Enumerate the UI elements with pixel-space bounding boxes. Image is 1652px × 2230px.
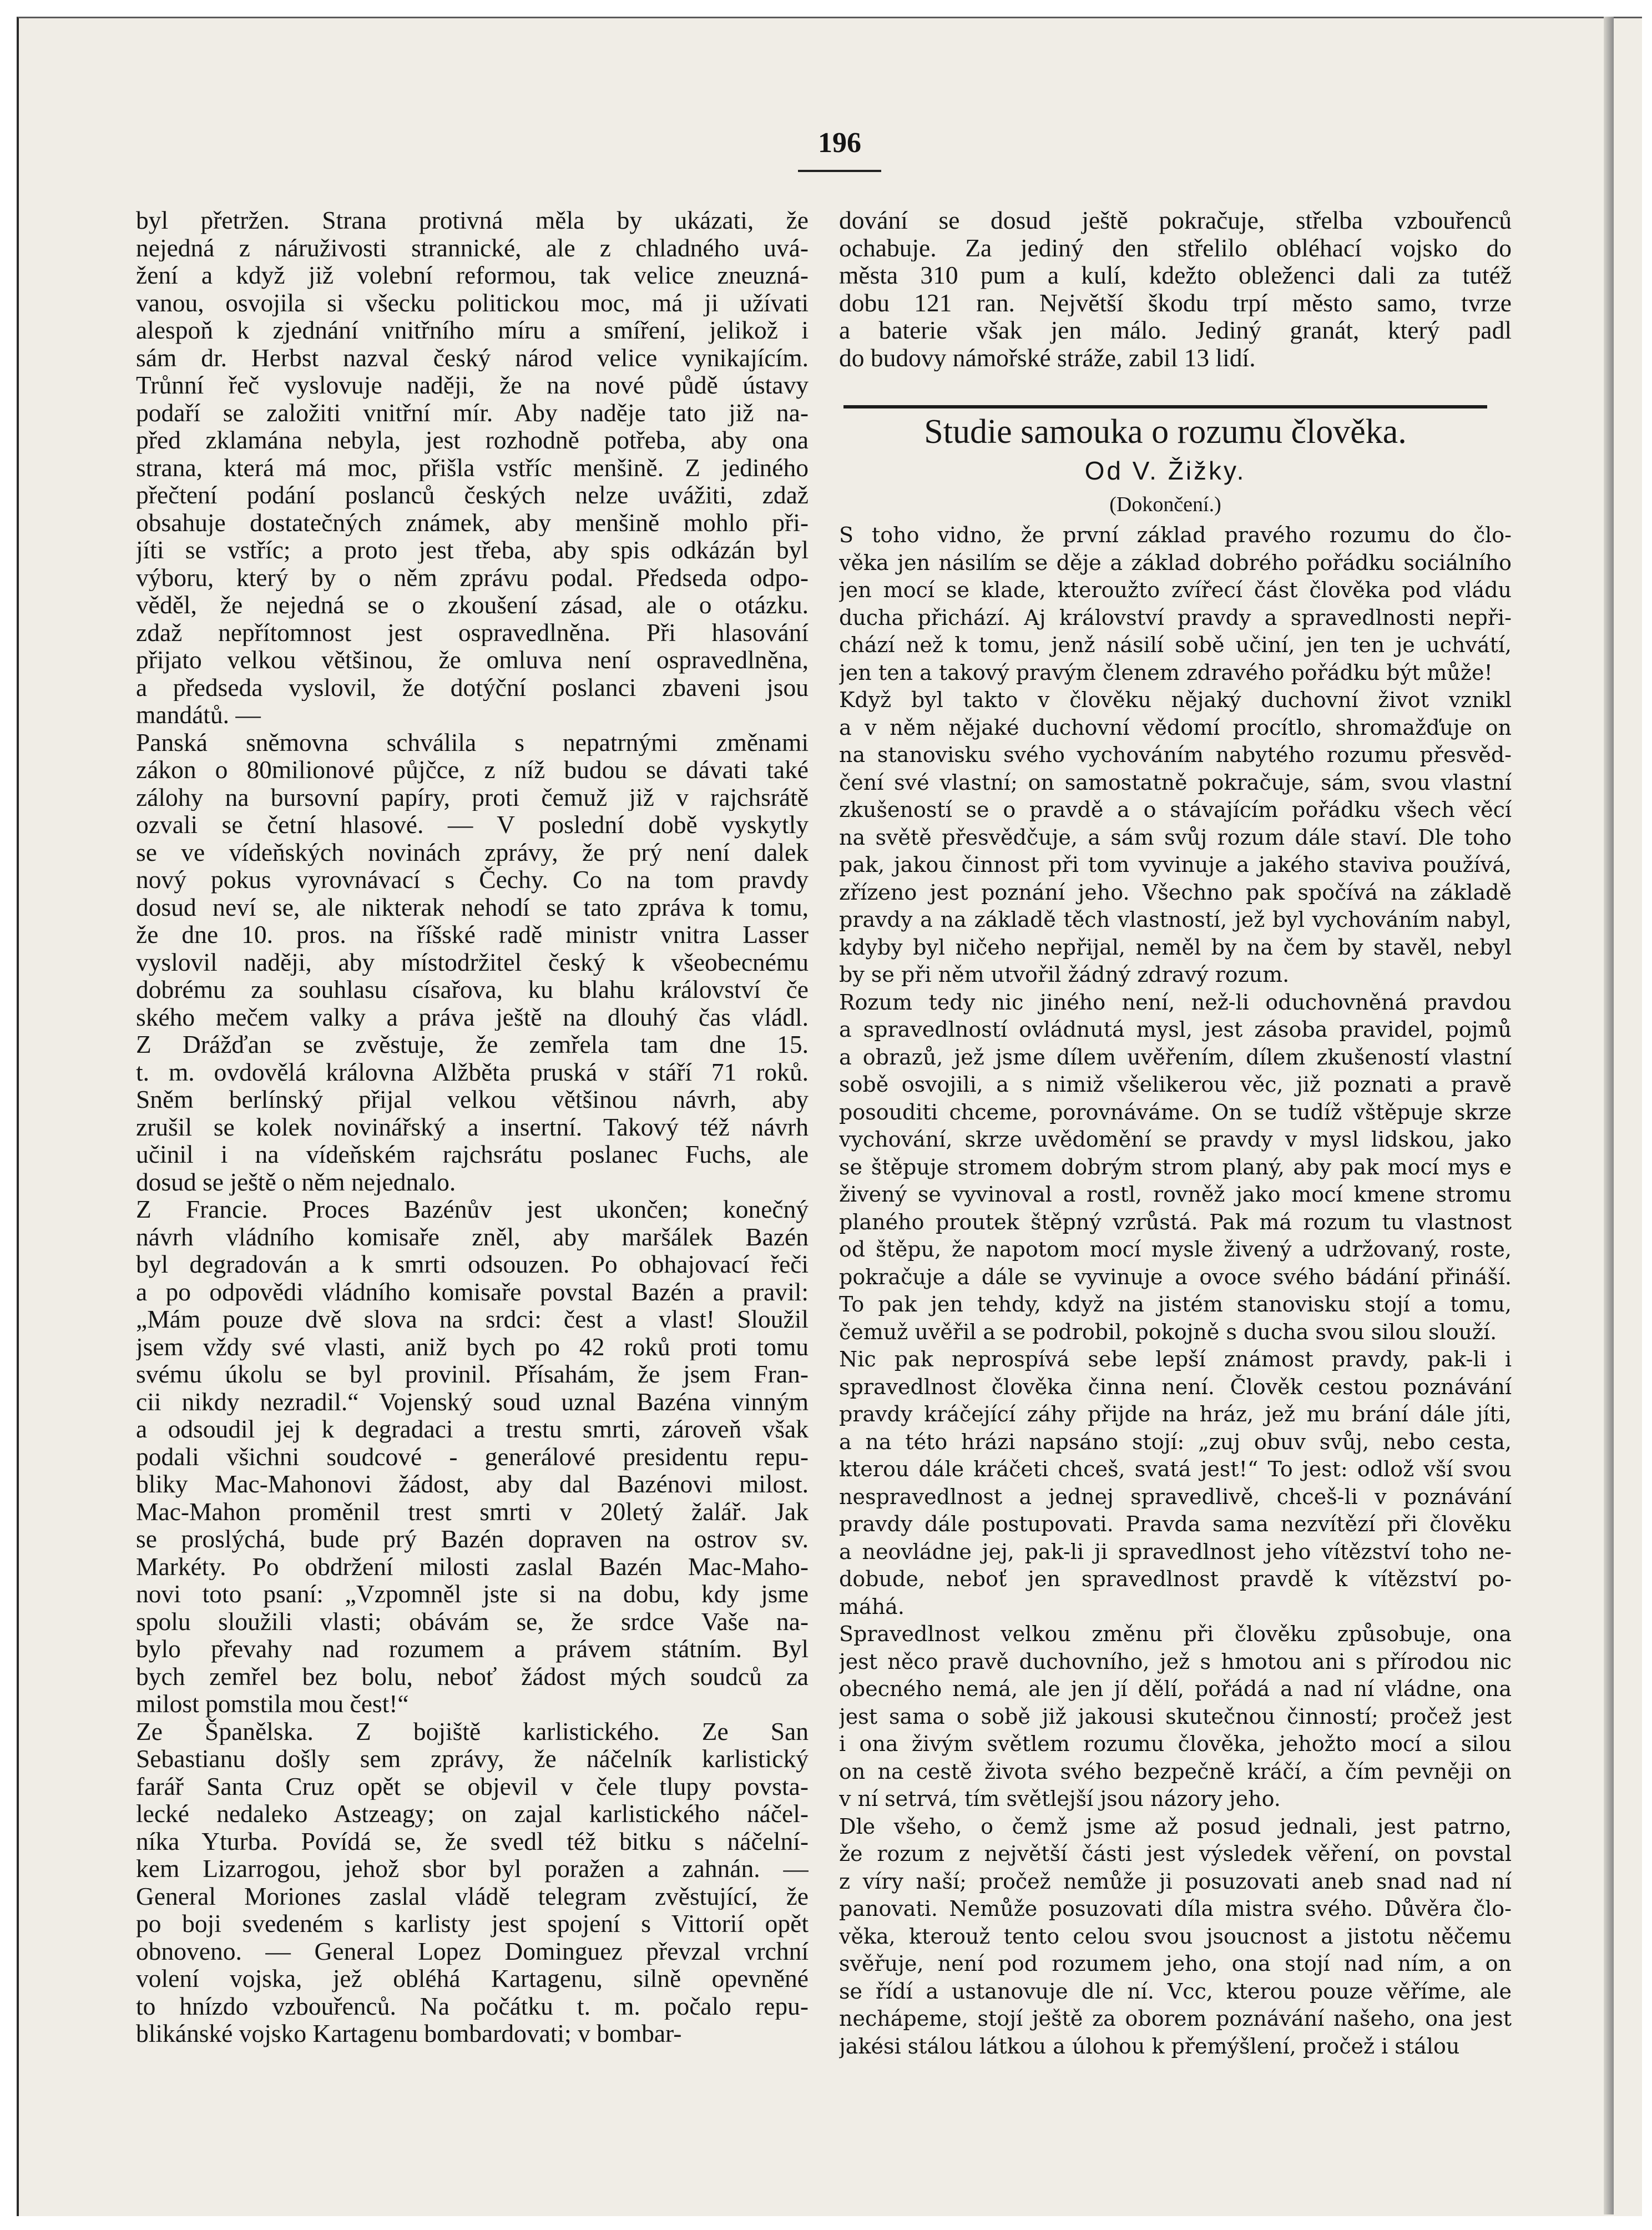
- left-column-line: žení a když již volební reformou, tak velice zneuzná-: [136, 261, 809, 289]
- left-column-line: „Mám pouze dvě slova na srdci: čest a vlast! Sloužil: [136, 1305, 809, 1333]
- left-column-line: Sněm berlínský přijal velkou většinou návrh, aby: [136, 1086, 809, 1113]
- left-column-line: podali všichni soudcové - generálové presidentu repu-: [136, 1442, 809, 1470]
- article-body-line: kdyby byl ničeho nepřijal, neměl by na čem by stavěl, nebyl: [839, 935, 1512, 960]
- left-column-line: novi toto psaní: „Vzpomněl jste si na dobu, kdy jsme: [136, 1580, 809, 1608]
- section-divider: [843, 405, 1487, 408]
- article-body-line: Rozum tedy nic jiného není, než-li oduchovněná pravdou: [839, 990, 1512, 1015]
- left-column-line: sám dr. Herbst nazval český národ velice vynikajícím.: [136, 344, 809, 371]
- left-column-line: obnoveno. — General Lopez Dominguez převzal vrchní: [136, 1937, 809, 1965]
- article-body-line: vychování, skrze uvědomění se pravdy v mysl lidskou, jako: [839, 1127, 1512, 1152]
- left-column-line: alespoň k zjednání vnitřního míru a smíření, jelikož i: [136, 316, 809, 344]
- left-column-line: vyslovil naději, aby místodržitel český k všeobecnému: [136, 948, 809, 976]
- left-column-line: dobrému za souhlasu císařova, ku blahu království če: [136, 976, 809, 1003]
- article-body-line: by se při něm utvořil žádný zdravý rozum.: [839, 962, 1290, 987]
- page-number: 196: [818, 127, 861, 159]
- left-column-line: zákon o 80milionové půjčce, z níž budou se dávati také: [136, 756, 809, 784]
- article-body-line: máhá.: [839, 1594, 905, 1619]
- article-body-line: od štěpu, že napotom mocí mysle živený a udržovaný, roste,: [839, 1237, 1512, 1262]
- left-column-line: nový pokus vyrovnávací s Čechy. Co na tom pravdy: [136, 866, 809, 894]
- left-column-line: níka Yturba. Povídá se, že svedl též bitku s náčelní-: [136, 1827, 809, 1855]
- left-column-line: před zklamána nebyla, jest rozhodně potřeba, aby ona: [136, 426, 809, 454]
- left-column-line: Z Francie. Proces Bazénův jest ukončen; konečný: [136, 1195, 809, 1223]
- left-column-line: věděl, že nejedná se o zkoušení zásad, ale o otázku.: [136, 591, 809, 619]
- article-body-line: obecného nemá, ale jen jí dělí, pořádá a nad ní vládne, ona: [839, 1677, 1512, 1701]
- article-body-line: Když byl takto v člověku nějaký duchovní život vznikl: [839, 688, 1512, 712]
- left-column-line: výboru, který by o něm zprávu podal. Předseda odpo-: [136, 563, 809, 591]
- article-body-line: To pak jen tehdy, když na jistém stanovisku stojí a tomu,: [839, 1292, 1512, 1316]
- left-column-line: bych zemřel bez bolu, neboť žádost mých soudců za: [136, 1662, 809, 1690]
- article-body-line: na stanovisku svého vychováním nabytého rozumu přesvěd-: [839, 743, 1512, 767]
- article-body-line: Dle všeho, o čemž jsme až posud jednali, jest patrno,: [839, 1814, 1512, 1839]
- article-body-line: dobude, neboť jen spravedlnost pravdě k vítězství po-: [839, 1567, 1512, 1591]
- left-column-line: a předseda vyslovil, že dotýční poslanci zbaveni jsou: [136, 673, 809, 701]
- article-body-line: pravdy dále postupovati. Pravda sama nezvítězí při člověku: [839, 1512, 1512, 1536]
- article-body-line: jakési stálou látkou a úlohou k přemýšlení, pročež i stálou: [839, 2034, 1460, 2059]
- left-column-line: nejedná z náruživosti strannické, ale z chladného uvá-: [136, 234, 809, 261]
- left-column-line: blikánské vojsko Kartagenu bombardovati; v bombar-: [136, 2020, 682, 2047]
- left-column-line: lecké nedaleko Astzeagy; on zajal karlistického náčel-: [136, 1800, 809, 1828]
- left-column-line: po boji svedeném s karlisty jest spojení s Vittorií opět: [136, 1910, 809, 1938]
- left-column-line: se proslýchá, bude prý Bazén dopraven na ostrov sv.: [136, 1525, 809, 1553]
- article-body-line: jest něco pravě duchovního, jež s hmotou ani s přírodou nic: [839, 1649, 1512, 1674]
- right-column-news-line: do budovy námořské stráže, zabil 13 lidí.: [839, 344, 1256, 371]
- left-column-line: návrh vládního komisaře zněl, aby maršálek Bazén: [136, 1223, 809, 1250]
- left-column-line: Trůnní řeč vyslovuje naději, že na nové půdě ústavy: [136, 371, 809, 399]
- left-column-line: strana, která má moc, přišla vstříc menšině. Z jediného: [136, 453, 809, 481]
- article-body-line: jen mocí se klade, kteroužto zvířecí část člověka pod vládu: [839, 578, 1512, 602]
- left-column-line: ského mečem valky a práva ještě na dlouhý čas vládl.: [136, 1003, 809, 1031]
- article-body-line: z víry naší; pročež nemůže ji posuzovati aneb snad nad ní: [839, 1869, 1512, 1894]
- left-column-line: farář Santa Cruz opět se objevil v čele tlupy povsta-: [136, 1772, 809, 1800]
- article-status: (Dokončení.): [1109, 493, 1221, 516]
- left-column-line: přečtení podání poslanců českých nelze uvážiti, zdaž: [136, 481, 809, 509]
- left-column-line: Ze Španělska. Z bojiště karlistického. Ze San: [136, 1717, 809, 1745]
- article-body-line: on na cestě života svého bezpečně kráčí, a čím pevněji on: [839, 1759, 1512, 1784]
- article-body-line: pak, jakou činnost při tom vyvinuje a jakého staviva používá,: [839, 852, 1512, 877]
- left-column: [136, 206, 809, 2047]
- left-column-line: se ve vídeňských novinách zprávy, že prý není dalek: [136, 838, 809, 866]
- article-body-line: Spravedlnost velkou změnu při člověku způsobuje, ona: [839, 1622, 1512, 1646]
- left-column-line: přijato velkou většinou, že omluva není ospravedlněna,: [136, 646, 809, 674]
- article-body-line: ducha přichází. Aj království pravdy a spravedlnosti nepři-: [839, 605, 1512, 630]
- left-column-line: spolu sloužili vlasti; obávám se, že srdce Vaše na-: [136, 1607, 809, 1635]
- article-body-line: zřízeno jest poznání jeho. Všechno pak spočívá na základě: [839, 880, 1512, 905]
- left-column-line: Sebastianu došly sem zprávy, že náčelník karlistický: [136, 1745, 809, 1773]
- left-column-line: a po odpovědi vládního komisaře povstal Bazén a pravil:: [136, 1278, 809, 1305]
- left-column-line: mandátů. —: [136, 701, 261, 729]
- left-column-line: Mac-Mahon proměnil trest smrti v 20letý žalář. Jak: [136, 1497, 809, 1525]
- left-column-line: podaří se založiti vnitřní mír. Aby naděje tato již na-: [136, 398, 809, 426]
- right-column-news: [839, 206, 1512, 371]
- article-body-line: svěřuje, není pod rozumem jeho, ona stojí nad ním, a on: [839, 1951, 1512, 1976]
- page-edge-shadow: [1604, 17, 1614, 2214]
- article-body-line: že rozum z největší části jest výsledek věření, on povstal: [839, 1841, 1512, 1866]
- left-column-line: Markéty. Po obdržení milosti zaslal Bazén Mac-Maho-: [136, 1552, 809, 1580]
- left-column-line: cii nikdy nezradil.“ Vojenský soud uznal Bazéna vinným: [136, 1388, 809, 1415]
- article-body-line: v ní setrvá, tím světlejší jsou názory jeho.: [839, 1787, 1281, 1811]
- left-column-line: jíti se vstříc; a proto jest třeba, aby spis odkázán byl: [136, 536, 809, 564]
- left-column-line: a odsoudil jej k degradaci a trestu smrti, zároveň však: [136, 1415, 809, 1443]
- left-column-line: Z Drážďan se zvěstuje, že zemřela tam dne 15.: [136, 1031, 809, 1058]
- article-body-line: pokračuje a dále se vyvinuje a ovoce svého bádání přináší.: [839, 1264, 1512, 1289]
- left-column-line: že dne 10. pros. na říšské radě ministr vnitra Lasser: [136, 921, 809, 948]
- left-column-line: zdaž nepřítomnost jest ospravedlněna. Při hlasování: [136, 618, 809, 646]
- left-column-line: dosud neví se, ale nikterak nehodí se tato zpráva k tomu,: [136, 893, 809, 921]
- article-body-line: a v něm nějaké duchovní vědomí procítlo, shromažďuje on: [839, 715, 1512, 740]
- article-body-line: pravdy kráčející záhy přijde na hráz, jež mu brání dále jíti,: [839, 1402, 1512, 1426]
- left-column-line: milost pomstila mou čest!“: [136, 1690, 409, 1718]
- left-column-line: byl přetržen. Strana protivná měla by ukázati, že: [136, 206, 809, 234]
- left-column-line: Panská sněmovna schválila s nepatrnými změnami: [136, 728, 809, 756]
- article-body-line: nechápeme, stojí ještě za oborem poznávání našeho, ona jest: [839, 2006, 1512, 2031]
- article-body-line: věka, kterouž tento celou svou jsoucnost a jistotu něčemu: [839, 1924, 1512, 1949]
- article-author: Od V. Žižky.: [1084, 456, 1246, 485]
- left-column-line: t. m. ovdovělá královna Alžběta pruská v stáří 71 roků.: [136, 1058, 809, 1086]
- article-body-line: a obrazů, jež jsme dílem uvěřením, dílem zkušeností vlastní: [839, 1045, 1512, 1069]
- article-body-line: i ona živým světlem rozumu člověka, jehožto mocí a silou: [839, 1732, 1512, 1756]
- left-column-line: jsem vždy své vlasti, aniž bych po 42 roků proti tomu: [136, 1333, 809, 1360]
- article-body-line: nespravedlnost a jednej spravedlivě, chceš-li v poznávání: [839, 1484, 1512, 1509]
- article-body-line: živený se vyvinoval a rostl, rovněž jako mocí kmene stromu: [839, 1182, 1512, 1207]
- article-body-line: se řídí a ustanovuje dle ní. Vcc, kterou pouze věříme, ale: [839, 1979, 1512, 2004]
- article-body-line: planého proutek štěpný vzrůstá. Pak má rozum tu vlastnost: [839, 1209, 1512, 1234]
- article-body-line: chází než k tomu, jenž násilí sobě učiní, jen ten je uchvátí,: [839, 633, 1512, 657]
- article-body: [839, 522, 1512, 2060]
- article-body-line: S toho vidno, že první základ pravého rozumu do člo-: [839, 523, 1512, 547]
- left-column-line: zálohy na bursovní papíry, proti čemuž již v rajchsrátě: [136, 783, 809, 811]
- page-number-rule: [798, 170, 881, 172]
- right-column-news-line: a baterie však jen málo. Jediný granát, který padl: [839, 316, 1512, 344]
- article-body-line: a neovládne jej, pak-li ji spravedlnost jeho vítězství toho ne-: [839, 1539, 1512, 1564]
- article-body-line: pravdy a na základě těch vlastností, jež byl vychováním nabyl,: [839, 907, 1512, 932]
- article-body-line: zkušeností se o pravdě a o stávajícím pořádku všech věcí: [839, 798, 1512, 822]
- left-column-line: vanou, osvojila si všecku politickou moc, má ji užívati: [136, 289, 809, 316]
- left-column-line: kem Lizarrogou, jehož sbor byl poražen a zahnán. —: [136, 1855, 809, 1883]
- article-body-line: kterou dále kráčeti chceš, svatá jest!“ To jest: odlož vší svou: [839, 1457, 1512, 1481]
- article-body-line: se štěpuje stromem dobrým strom planý, aby pak mocí mys e: [839, 1154, 1512, 1179]
- left-column-line: to hnízdo vzbouřenců. Na počátku t. m. počalo repu-: [136, 1992, 809, 2020]
- article-body-line: čemuž uvěřil a se podrobil, pokojně s ducha svou silou slouží.: [839, 1319, 1497, 1344]
- right-column-news-line: města 310 pum a kulí, kdežto obleženci dali za tutéž: [839, 261, 1512, 289]
- left-column-line: bylo převahy nad rozumem a právem státním. Byl: [136, 1635, 809, 1663]
- article-body-line: na světě přesvědčuje, a sám svůj rozum dále staví. Dle toho: [839, 825, 1512, 850]
- left-column-line: zrušil se kolek novinářský a insertní. Takový též návrh: [136, 1113, 809, 1141]
- right-column-news-line: dování se dosud ještě pokračuje, střelba vzbouřenců: [839, 206, 1512, 234]
- left-column-line: učinil i na vídeňském rajchsrátu poslanec Fuchs, ale: [136, 1141, 809, 1168]
- article-body-line: posouditi chceme, porovnáváme. On se tudíž vštěpuje skrze: [839, 1099, 1512, 1124]
- article-body-line: Nic pak neprospívá sebe lepší známost pravdy, pak-li i: [839, 1347, 1512, 1371]
- left-column-line: svému úkolu se byl provinil. Přísahám, že jsem Fran-: [136, 1360, 809, 1388]
- article-body-line: čení své vlastní; on samostatně pokračuje, sám, svou vlastní: [839, 770, 1512, 795]
- article-body-line: panovati. Nemůže posuzovati díla mistra svého. Důvěra člo-: [839, 1896, 1512, 1921]
- article-body-line: a na této hrázi napsáno stojí: „zuj obuv svůj, nebo cesta,: [839, 1429, 1512, 1454]
- left-column-line: bliky Mac-Mahonovi žádost, aby dal Bazénovi milost.: [136, 1470, 809, 1498]
- article-body-line: jest sama o sobě již jakousi skutečnou činností; pročež jest: [839, 1704, 1512, 1729]
- article-body-line: spravedlnost člověka činna není. Člověk cestou poznávání: [839, 1374, 1512, 1399]
- left-column-line: dosud se ještě o něm nejednalo.: [136, 1168, 456, 1195]
- article-title: Studie samouka o rozumu člověka.: [924, 413, 1407, 451]
- article-body-line: a spravedlností ovládnutá mysl, jest zásoba pravidel, pojmů: [839, 1017, 1512, 1042]
- article-body-line: jen ten a takový pravým členem zdravého pořádku být může!: [839, 660, 1493, 685]
- left-column-line: General Moriones zaslal vládě telegram zvěstující, že: [136, 1882, 809, 1910]
- article-body-line: věka jen násilím se děje a základ dobrého pořádku sociálního: [839, 550, 1512, 575]
- left-column-line: ozvali se četní hlasové. — V poslední době vyskytly: [136, 811, 809, 839]
- article-body-line: sobě osvojili, a s nimiž všelikerou věc, již poznati a pravě: [839, 1072, 1512, 1097]
- left-column-line: volení vojska, jež obléhá Kartagenu, silně opevněné: [136, 1965, 809, 1992]
- left-column-line: obsahuje dostatečných známek, aby menšině mohlo při-: [136, 508, 809, 536]
- right-column-news-line: ochabuje. Za jediný den střelilo obléhací vojsko do: [839, 234, 1512, 261]
- right-column-news-line: dobu 121 ran. Největší škodu trpí město samo, tvrze: [839, 289, 1512, 316]
- left-column-line: byl degradován a k smrti odsouzen. Po obhajovací řeči: [136, 1250, 809, 1278]
